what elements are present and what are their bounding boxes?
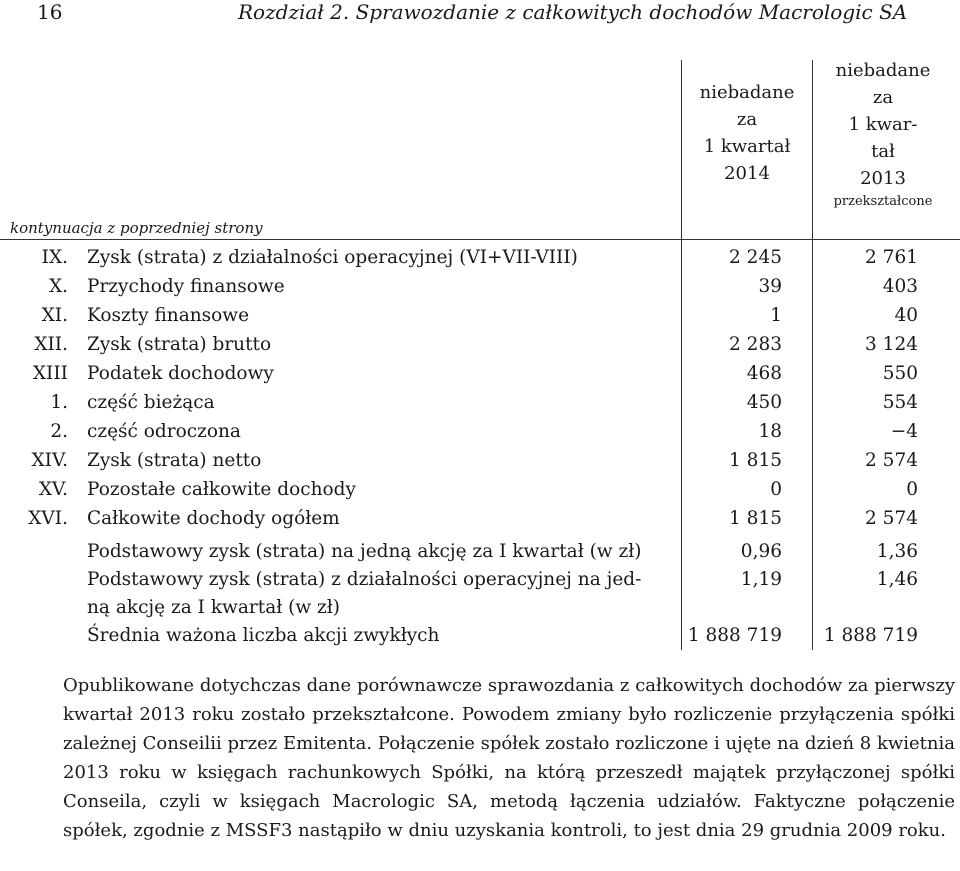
eps-label: Podstawowy zysk (strata) na jedną akcję za I kwartał (w zł) bbox=[87, 541, 642, 562]
col1-header-line: 1 kwartał bbox=[703, 136, 791, 157]
row-number: 2. bbox=[50, 421, 68, 442]
row-value-2014: 2 245 bbox=[729, 247, 782, 268]
page-number: 16 bbox=[37, 0, 63, 24]
row-number: 1. bbox=[50, 392, 68, 413]
row-value-2014: 0 bbox=[770, 479, 782, 500]
row-value-2013: 550 bbox=[882, 363, 918, 384]
row-label: Zysk (strata) z działalności operacyjnej (VI+VII-VIII) bbox=[87, 247, 578, 268]
column-header-2014 bbox=[682, 79, 812, 187]
eps-row bbox=[0, 565, 960, 594]
table-row bbox=[0, 272, 960, 301]
eps-label: Średnia ważona liczba akcji zwykłych bbox=[87, 625, 440, 646]
row-value-2014: 39 bbox=[758, 276, 782, 297]
page-header bbox=[0, 0, 960, 30]
table-row bbox=[0, 504, 960, 533]
table-row bbox=[0, 301, 960, 330]
col2-header-line: tał bbox=[871, 141, 895, 162]
row-number: XIII bbox=[32, 363, 68, 384]
eps-row bbox=[0, 537, 960, 566]
row-value-2014: 1 bbox=[770, 305, 782, 326]
row-value-2014: 18 bbox=[758, 421, 782, 442]
col1-header-line: 2014 bbox=[724, 163, 770, 184]
running-title: Rozdział 2. Sprawozdanie z całkowitych dochodów Macrologic SA bbox=[238, 0, 908, 24]
row-number: XV. bbox=[38, 479, 68, 500]
eps-value-2013: 1 888 719 bbox=[823, 625, 918, 646]
table-row bbox=[0, 446, 960, 475]
row-value-2014: 1 815 bbox=[729, 450, 782, 471]
row-value-2014: 468 bbox=[746, 363, 782, 384]
row-value-2013: 2 574 bbox=[865, 508, 918, 529]
row-value-2013: 0 bbox=[906, 479, 918, 500]
table-row bbox=[0, 359, 960, 388]
col2-header-line: za bbox=[872, 87, 894, 108]
row-number: IX. bbox=[41, 247, 68, 268]
row-value-2013: 2 574 bbox=[865, 450, 918, 471]
table-row bbox=[0, 417, 960, 446]
eps-value-2014: 0,96 bbox=[740, 541, 782, 562]
row-number: XII. bbox=[34, 334, 68, 355]
col2-header-line: 1 kwar- bbox=[848, 114, 918, 135]
row-label: część odroczona bbox=[87, 421, 241, 442]
row-label: Koszty finansowe bbox=[87, 305, 250, 326]
explanatory-paragraph: Opublikowane dotychczas dane porównawcze sprawozdania z całkowitych dochodów za pierwszy kwartał 2013 roku zostało przekształcone. Powodem zmiany było rozliczenie przyłączenia spółki zależnej Conseilii przez Emitenta. Połączenie spółek zostało rozliczone i ujęte na dzień 8 kwietnia 2013 roku w księgach rachunkowych Spółki, na którą przeszedł majątek przyłączonej spółki Conseila, czyli w księgach Macrologic SA, metodą łączenia udziałów. Faktyczne połączenie spółek, zgodnie z MSSF3 nastąpiło w dniu uzyskania kontroli, to jest dnia 29 grudnia 2009 roku. bbox=[63, 675, 955, 841]
table-rule bbox=[0, 239, 960, 240]
eps-value-2014: 1 888 719 bbox=[687, 625, 782, 646]
row-value-2013: −4 bbox=[890, 421, 918, 442]
eps-value-2013: 1,46 bbox=[876, 569, 918, 590]
row-number: XVI. bbox=[28, 508, 68, 529]
row-value-2014: 450 bbox=[746, 392, 782, 413]
table-row bbox=[0, 475, 960, 504]
col2-header-line: 2013 bbox=[860, 168, 906, 189]
row-value-2013: 554 bbox=[882, 392, 918, 413]
col1-header-line: za bbox=[736, 109, 758, 130]
row-value-2013: 3 124 bbox=[865, 334, 918, 355]
row-value-2014: 2 283 bbox=[729, 334, 782, 355]
table-row bbox=[0, 243, 960, 272]
column-header-2013 bbox=[813, 57, 953, 212]
table-row bbox=[0, 388, 960, 417]
row-value-2013: 403 bbox=[882, 276, 918, 297]
eps-value-2013: 1,36 bbox=[876, 541, 918, 562]
eps-row bbox=[0, 621, 960, 650]
eps-label: Podstawowy zysk (strata) z działalności operacyjnej na jed- bbox=[87, 569, 642, 590]
eps-label: ną akcję za I kwartał (w zł) bbox=[87, 597, 340, 618]
eps-row-continued bbox=[0, 593, 960, 622]
eps-value-2014: 1,19 bbox=[740, 569, 782, 590]
table-row bbox=[0, 330, 960, 359]
row-label: Przychody finansowe bbox=[87, 276, 285, 297]
row-label: Całkowite dochody ogółem bbox=[87, 508, 340, 529]
row-label: Pozostałe całkowite dochody bbox=[87, 479, 356, 500]
row-label: część bieżąca bbox=[87, 392, 215, 413]
row-value-2013: 40 bbox=[894, 305, 918, 326]
row-value-2014: 1 815 bbox=[729, 508, 782, 529]
row-label: Zysk (strata) brutto bbox=[87, 334, 272, 355]
row-label: Podatek dochodowy bbox=[87, 363, 274, 384]
continuation-note: kontynuacja z poprzedniej strony bbox=[10, 219, 263, 237]
row-label: Zysk (strata) netto bbox=[87, 450, 262, 471]
row-value-2013: 2 761 bbox=[865, 247, 918, 268]
row-number: X. bbox=[48, 276, 68, 297]
col2-header-note: przekształcone bbox=[833, 194, 933, 209]
col1-header-line: niebadane bbox=[699, 82, 795, 103]
row-number: XI. bbox=[41, 305, 68, 326]
row-number: XIV. bbox=[31, 450, 68, 471]
col2-header-line: niebadane bbox=[835, 60, 931, 81]
